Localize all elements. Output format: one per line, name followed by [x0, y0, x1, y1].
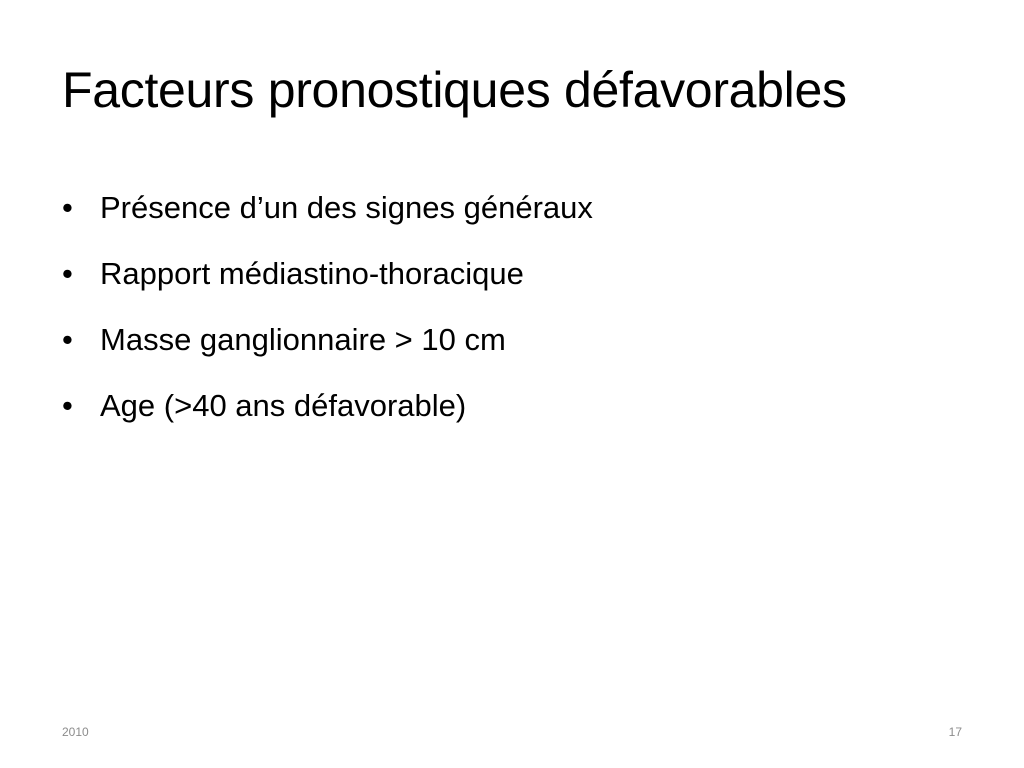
list-item — [62, 387, 593, 453]
bullet-text: Présence d’un des signes généraux — [100, 190, 593, 225]
bullet-icon: • — [62, 322, 73, 357]
footer-date: 2010 — [62, 725, 89, 739]
bullet-icon: • — [62, 256, 73, 291]
bullet-text: Age (>40 ans défavorable) — [100, 388, 467, 423]
bullet-list — [62, 189, 593, 453]
bullet-icon: • — [62, 388, 73, 423]
slide-title: Facteurs pronostiques défavorables — [62, 62, 847, 118]
bullet-icon: • — [62, 190, 73, 225]
bullet-text: Rapport médiastino-thoracique — [100, 256, 524, 291]
bullet-text: Masse ganglionnaire > 10 cm — [100, 322, 506, 357]
list-item — [62, 321, 593, 387]
footer-page-number: 17 — [948, 725, 962, 739]
list-item — [62, 255, 593, 321]
list-item — [62, 189, 593, 255]
